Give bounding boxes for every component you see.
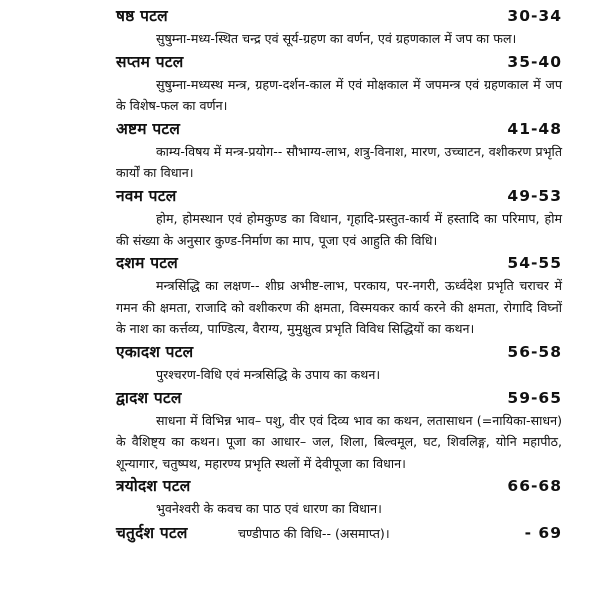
page-range: - 69 <box>524 523 562 542</box>
chapter-description: मन्त्रसिद्धि का लक्षण-- शीघ्र अभीष्ट-लाभ, परकाय, पर-नगरी, ऊर्ध्वदेश प्रभृति चराचर में गमन की क्षमता, राजादि को वशीकरण की क्षमता, विस्मयकर कार्य करने की क्षमता, रोगादि विघ्नों के नाश का कर्त्तव्य, पाण्डित्य, वैराग्य, मुमुक्षुत्व प्रभृति विविध सिद्धियों का कथन। <box>116 278 562 337</box>
page-range: 66-68 <box>507 477 562 496</box>
entry-header <box>116 4 562 28</box>
chapter-title: दशम पटल <box>116 254 178 273</box>
page-range: 59-65 <box>507 388 562 407</box>
chapter-description: सुषुम्ना-मध्यस्थ मन्त्र, ग्रहण-दर्शन-काल में एवं मोक्षकाल में जपमन्त्र एवं ग्रहणकाल में जप के विशेष-फल का वर्णन। <box>116 76 562 114</box>
entry-header <box>116 251 562 275</box>
toc-entry-dasham <box>116 251 562 340</box>
page-range: 56-58 <box>507 342 562 361</box>
entry-header <box>116 474 562 498</box>
toc-entry-trayodash <box>116 474 562 520</box>
chapter-description: चण्डीपाठ की विधि-- (असमाप्त)। <box>238 525 390 541</box>
page-range: 49-53 <box>507 186 562 205</box>
page-range: 41-48 <box>507 119 562 138</box>
entry-header <box>116 340 562 364</box>
entry-header <box>116 520 562 546</box>
entry-header <box>116 184 562 208</box>
toc-entry-saptam <box>116 50 562 117</box>
page-range: 54-55 <box>507 254 562 273</box>
entry-header <box>116 386 562 410</box>
chapter-description: सुषुम्ना-मध्य-स्थित चन्द्र एवं सूर्य-ग्रहण का वर्णन, एवं ग्रहणकाल में जप का फल। <box>156 31 517 46</box>
entry-header <box>116 50 562 74</box>
toc-entry-ashtam <box>116 117 562 184</box>
page-range: 30-34 <box>507 7 562 25</box>
toc-entry-ekadash <box>116 340 562 386</box>
toc-entry-navam <box>116 184 562 251</box>
entry-header <box>116 117 562 141</box>
chapter-description: साधना में विभिन्न भाव– पशु, वीर एवं दिव्य भाव का कथन, लतासाधन (=नायिका-साधन) के वैशिष्ट्य का कथन। पूजा का आधार– जल, शिला, बिल्वमूल, घट, शिवलिङ्ग, योनि महापीठ, शून्यागार, चतुष्पथ, महारण्य प्रभृति स्थलों में देवीपूजा का विधान। <box>116 412 562 471</box>
chapter-title: षष्ठ पटल <box>116 7 168 25</box>
toc-entry-chaturdash <box>116 520 562 546</box>
chapter-title: सप्तम पटल <box>116 52 184 71</box>
page-range: 35-40 <box>507 52 562 71</box>
chapter-description: पुरश्चरण-विधि एवं मन्त्रसिद्धि के उपाय का कथन। <box>156 366 381 382</box>
chapter-description: काम्य-विषय में मन्त्र-प्रयोग-- सौभाग्य-लाभ, शत्रु-विनाश, मारण, उच्चाटन, वशीकरण प्रभृति कार्यों का विधान। <box>116 143 562 181</box>
chapter-title: एकादश पटल <box>116 342 194 361</box>
toc-entry-shashtha <box>116 4 562 50</box>
chapter-title: द्वादश पटल <box>116 388 182 407</box>
chapter-title: अष्टम पटल <box>116 119 181 138</box>
chapter-description: होम, होमस्थान एवं होमकुण्ड का विधान, गृहादि-प्रस्तुत-कार्य में हस्तादि का परिमाप, होम की संख्या के अनुसार कुण्ड-निर्माण का माप, पूजा एवं आहुति की विधि। <box>116 210 562 248</box>
chapter-description: भुवनेश्वरी के कवच का पाठ एवं धारण का विधान। <box>156 501 382 517</box>
chapter-title: त्रयोदश पटल <box>116 477 191 496</box>
toc-entry-dvadash <box>116 386 562 475</box>
chapter-title: नवम पटल <box>116 186 177 205</box>
chapter-title: चतुर्दश पटल <box>116 523 188 542</box>
